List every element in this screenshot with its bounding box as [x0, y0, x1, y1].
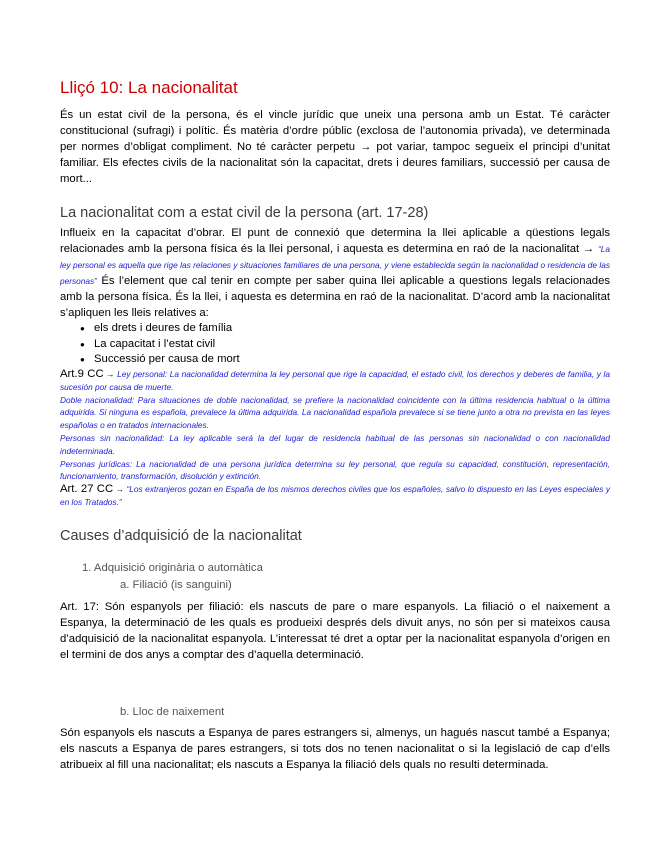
list-item-adquisicio-originaria: 1. Adquisició originària o automàtica — [82, 562, 263, 574]
section-body-estat-civil — [60, 226, 610, 509]
list-item-lloc-naixement: b. Lloc de naixement — [120, 706, 225, 718]
art9-block — [60, 368, 610, 394]
section-heading-estat-civil: La nacionalitat com a estat civil de la persona (art. 17-28) — [60, 205, 429, 221]
art9-label: Art.9 CC — [60, 367, 104, 380]
bullet-list — [60, 321, 610, 368]
doble-nacionalidad-text: Doble nacionalidad: Para situaciones de doble nacionalidad, se prefiere la nacionalidad coincidente con la última residencia habitual o la última adquirida. Si ninguna es española, prevalece la última adquirida. La nacionalidad española prevalece si se tiene junto a otra no prevista en las leyes españolas o en tratados internacionales. — [60, 394, 610, 431]
art17-paragraph: Art. 17: Són espanyols per filiació: els nascuts de pare o mare espanyols. La filiació o el naixement a Espanya, la determinació de les quals es produeixi després dels divuit anys, no són per si mateixos causa d’adquisició de la nacionalitat espanyola. L’interessat té dret a optar per la nacionalitat espanyola d’origen en el termini de dos anys a comptar des d’aquella determinació. — [60, 601, 610, 661]
body-text-a: Influeix en la capacitat d’obrar. El punt de connexió que determina la llei aplicable a qüestions legals relacionades amb la persona física és la llei personal, i aquesta es determina en raó de la nacionalitat → — [60, 227, 610, 255]
art27-block — [60, 483, 610, 509]
body-paragraph — [60, 226, 610, 321]
body-text-b: És l’element que cal tenir en compte per saber quina llei aplicable a questions legals relacionades amb la persona física. És la llei, i aquesta es determina en raó de la nacionalitat. D’acord amb la nacionalitat s’apliquen les lleis relatives a: — [60, 274, 610, 319]
page-title: Lliçó 10: La nacionalitat — [60, 78, 238, 97]
personas-juridicas-text: Personas jurídicas: La nacionalidad de una persona jurídica determina su ley personal, que regula su capacidad, constitución, representación, funcionamiento, transformación, disolución y extinción. — [60, 458, 610, 482]
art27-label: Art. 27 CC — [60, 483, 114, 496]
llei-personal-quote: “La ley personal es aquella que rige las relaciones y situaciones familiares de una persona, y viene establecida según la nacionalidad o residencia de las personas” — [60, 243, 610, 286]
list-item: ● Successió per causa de mort — [80, 352, 610, 368]
arrow-icon: → — [106, 368, 115, 379]
list-item: ● els drets i deures de família — [80, 321, 610, 337]
section-heading-causes: Causes d’adquisició de la nacionalitat — [60, 528, 302, 544]
art27-text: “Los extranjeros gozan en España de los mismos derechos civiles que los españoles, salvo lo dispuesto en las Leyes especiales y en los Tratados.” — [60, 484, 611, 507]
intro-paragraph: És un estat civil de la persona, és el vincle jurídic que uneix una persona amb un Estat. Té caràcter constitucional (sufragi) i polític. És matèria d’ordre públic (exclosa de l’autonomia privada), ve determinada per normes d’obligat compliment. No té caràcter perpetu → pot variar, tampoc segueix el principi d’unitat familiar. Els efectes civils de la nacionalitat són la capacitat, drets i deures familiars, successió per causa de mort... — [60, 109, 610, 185]
naixement-paragraph: Són espanyols els nascuts a Espanya de pares estrangers si, almenys, un hagués nascut també a Espanya; els nascuts a Espanya de pares estrangers, si tots dos no tenen nacionalitat o si la legislació de cap d’ells atribueix al fill una nacionalitat; els nascuts a Espanya la filiació dels quals no resulti determinada. — [60, 727, 610, 771]
list-item-filiacio: a. Filiació (is sanguini) — [120, 579, 232, 591]
art9-text: Ley personal: La nacionalidad determina la ley personal que rige la capacidad, el estado civil, los derechos y deberes de familia, y la sucesión por causa de muerte. — [60, 368, 610, 392]
arrow-icon: → — [115, 484, 124, 495]
sin-nacionalidad-text: Personas sin nacionalidad: La ley aplicable será la del lugar de residencia habitual de las personas sin nacionalidad o con nacionalidad indeterminada. — [60, 432, 610, 456]
list-item: ● La capacitat i l’estat civil — [80, 337, 610, 353]
